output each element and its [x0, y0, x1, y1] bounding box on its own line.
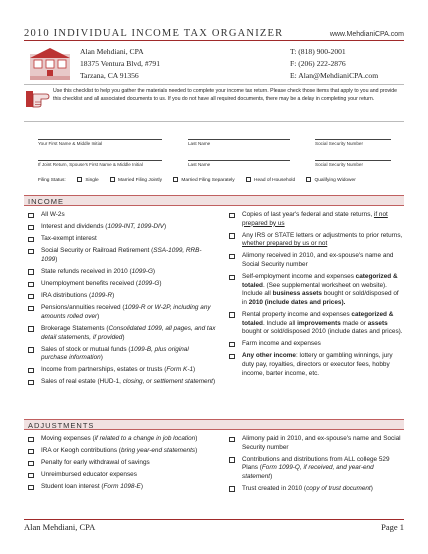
contact-fax: F: (206) 222-2876 — [290, 59, 346, 68]
checkbox[interactable] — [28, 347, 34, 353]
income-section-header — [24, 195, 404, 206]
checkbox[interactable] — [28, 449, 34, 455]
checklist-item[interactable]: Interest and dividends (1099-INT, 1099-DIV) — [26, 223, 216, 232]
checklist-item[interactable]: Income from partnerships, estates or trusts (Form K-1) — [26, 366, 216, 375]
checklist-item-irs-letters[interactable]: Any IRS or STATE letters or adjustments to prior returns, whether prepared by us or not — [227, 232, 403, 249]
footer-divider — [24, 519, 404, 520]
checklist-item-farm-income[interactable]: Farm income and expenses — [227, 340, 403, 349]
last-name-label: Last Name — [188, 141, 211, 146]
checklist-item-rental-property[interactable]: Rental property income and expenses categorized & totaled. Include all improvements made or assets bought or sold/disposed 2010 (include dates and prices). — [227, 311, 403, 337]
contact-name: Alan Mehdiani, CPA — [80, 47, 144, 56]
divider — [24, 84, 404, 85]
checkbox[interactable] — [28, 368, 34, 374]
spouse-ssn-label: Social Security Number — [315, 162, 363, 167]
contact-numbers — [290, 46, 378, 82]
checkbox[interactable] — [173, 177, 178, 182]
checkbox[interactable] — [229, 354, 235, 360]
house-logo-icon — [28, 46, 72, 82]
contact-address — [80, 46, 160, 82]
adjustments-left-column — [26, 435, 216, 495]
checkbox[interactable] — [229, 312, 235, 318]
contact-address-line2: Tarzana, CA 91356 — [80, 71, 139, 80]
checkbox[interactable] — [229, 275, 235, 281]
checklist-item[interactable]: IRA or Keogh contributions (bring year-end statements) — [26, 447, 216, 456]
filing-option-head-of-household[interactable]: Head of Household — [246, 177, 295, 183]
first-name-label: Your First Name & Middle Initial — [38, 141, 103, 146]
spouse-ssn-field[interactable] — [315, 160, 391, 161]
checkbox[interactable] — [28, 213, 34, 219]
filing-status-label: Filing Status: — [38, 177, 66, 183]
checkbox[interactable] — [28, 380, 34, 386]
adjustments-section-title: ADJUSTMENTS — [28, 421, 95, 430]
checkbox[interactable] — [28, 437, 34, 443]
checklist-item[interactable]: Alimony paid in 2010, and ex-spouse's name and Social Security number — [227, 435, 403, 452]
checklist-item[interactable]: Brokerage Statements (Consolidated 1099, all pages, and tax detail statements, if provided) — [26, 325, 216, 342]
checklist-item[interactable]: Pensions/annuities received (1099-R or W-2P, including any amounts rolled over) — [26, 304, 216, 321]
filing-option-married-separately[interactable]: Married Filing Separately — [173, 177, 234, 183]
checkbox[interactable] — [306, 177, 311, 182]
filing-option-married-jointly[interactable]: Married Filing Jointly — [110, 177, 162, 183]
checklist-item[interactable]: All W-2s — [26, 211, 216, 220]
income-section-title: INCOME — [28, 197, 64, 206]
spouse-first-name-field[interactable] — [38, 160, 162, 161]
filing-option-qualifying-widower[interactable]: Qualifying Widower — [306, 177, 355, 183]
spouse-last-name-field[interactable] — [188, 160, 290, 161]
page-title: 2010 INDIVIDUAL INCOME TAX ORGANIZER — [24, 28, 284, 39]
checklist-item[interactable]: Sales of real estate (HUD-1, closing, or settlement statement) — [26, 378, 216, 387]
contact-address-line1: 18375 Ventura Blvd, #791 — [80, 59, 161, 68]
checklist-item-prior-returns[interactable]: Copies of last year's federal and state returns, if not prepared by us — [227, 211, 403, 228]
checklist-item-alimony-received[interactable]: Alimony received in 2010, and ex-spouse's name and Social Security number — [227, 252, 403, 269]
spouse-last-name-label: Last Name — [188, 162, 211, 167]
checkbox[interactable] — [229, 342, 235, 348]
intro-text: Use this checklist to help you gather the materials needed to complete your income tax return. Please check those items that apply to you and provide this checklist and all associated documents to us. If you do not have all required documents, there may be a delay in completing your return. — [53, 88, 398, 102]
checkbox[interactable] — [229, 213, 235, 219]
checklist-item[interactable]: Sales of stock or mutual funds (1099-B, plus original purchase information) — [26, 346, 216, 363]
checklist-item-self-employment[interactable]: Self-employment income and expenses categorized & totaled. (See supplemental worksheet on website). Include all business assets bought or sold/disposed of in 2010 (include dates and prices). — [227, 273, 403, 307]
spouse-first-name-label: If Joint Return, Spouse's First Name & Middle Initial — [38, 162, 143, 167]
checklist-item[interactable]: Social Security or Railroad Retirement (SSA-1099, RRB-1099) — [26, 247, 216, 264]
checkbox[interactable] — [229, 457, 235, 463]
ssn-field[interactable] — [315, 139, 391, 140]
adjustments-section-header — [24, 419, 404, 430]
divider — [24, 121, 404, 122]
checkbox[interactable] — [28, 225, 34, 231]
checkbox[interactable] — [28, 461, 34, 467]
checklist-item[interactable]: Unemployment benefits received (1099-G) — [26, 280, 216, 289]
checkbox[interactable] — [229, 254, 235, 260]
checkbox[interactable] — [28, 237, 34, 243]
contact-email[interactable]: E: Alan@MehdianiCPA.com — [290, 71, 379, 80]
checkbox[interactable] — [229, 486, 235, 492]
checkbox[interactable] — [28, 249, 34, 255]
filing-status-row — [38, 177, 366, 183]
contact-phone: T: (818) 900-2001 — [290, 47, 346, 56]
checklist-item-other-income[interactable]: Any other income: lottery or gambling winnings, jury duty pay, royalties, directors or executor fees, hobby income, barter income, etc. — [227, 352, 403, 378]
checkbox[interactable] — [28, 269, 34, 275]
checkbox[interactable] — [28, 306, 34, 312]
checklist-item[interactable]: Tax-exempt interest — [26, 235, 216, 244]
checkbox[interactable] — [28, 485, 34, 491]
adjustments-right-column — [227, 435, 403, 497]
checklist-item[interactable]: Unreimbursed educator expenses — [26, 471, 216, 480]
checklist-item[interactable]: Moving expenses (if related to a change in job location) — [26, 435, 216, 444]
pointing-hand-icon — [26, 89, 50, 109]
checkbox[interactable] — [77, 177, 82, 182]
checkbox[interactable] — [110, 177, 115, 182]
checkbox[interactable] — [28, 326, 34, 332]
first-name-field[interactable] — [38, 139, 162, 140]
website-link[interactable]: www.MehdianiCPA.com — [329, 31, 404, 38]
checkbox[interactable] — [28, 294, 34, 300]
checkbox[interactable] — [246, 177, 251, 182]
checkbox[interactable] — [229, 233, 235, 239]
footer-name: Alan Mehdiani, CPA — [24, 522, 96, 532]
checkbox[interactable] — [229, 437, 235, 443]
income-left-column — [26, 211, 216, 391]
filing-option-single[interactable]: Single — [77, 177, 98, 183]
page-number: Page 1 — [381, 522, 404, 532]
checklist-item[interactable]: IRA distributions (1099-R) — [26, 292, 216, 301]
income-right-column — [227, 211, 403, 382]
checklist-item[interactable]: Contributions and distributions from ALL college 529 Plans (Form 1099-Q, if received, and year-end statement) — [227, 456, 403, 482]
checklist-item[interactable]: Penalty for early withdrawal of savings — [26, 459, 216, 468]
checklist-item[interactable]: Student loan interest (Form 1098-E) — [26, 483, 216, 492]
page-header — [24, 27, 404, 41]
checklist-item[interactable]: State refunds received in 2010 (1099-G) — [26, 268, 216, 277]
checkbox[interactable] — [28, 282, 34, 288]
checklist-item[interactable]: Trust created in 2010 (copy of trust document) — [227, 485, 403, 494]
last-name-field[interactable] — [188, 139, 290, 140]
ssn-label: Social Security Number — [315, 141, 363, 146]
checkbox[interactable] — [28, 473, 34, 479]
